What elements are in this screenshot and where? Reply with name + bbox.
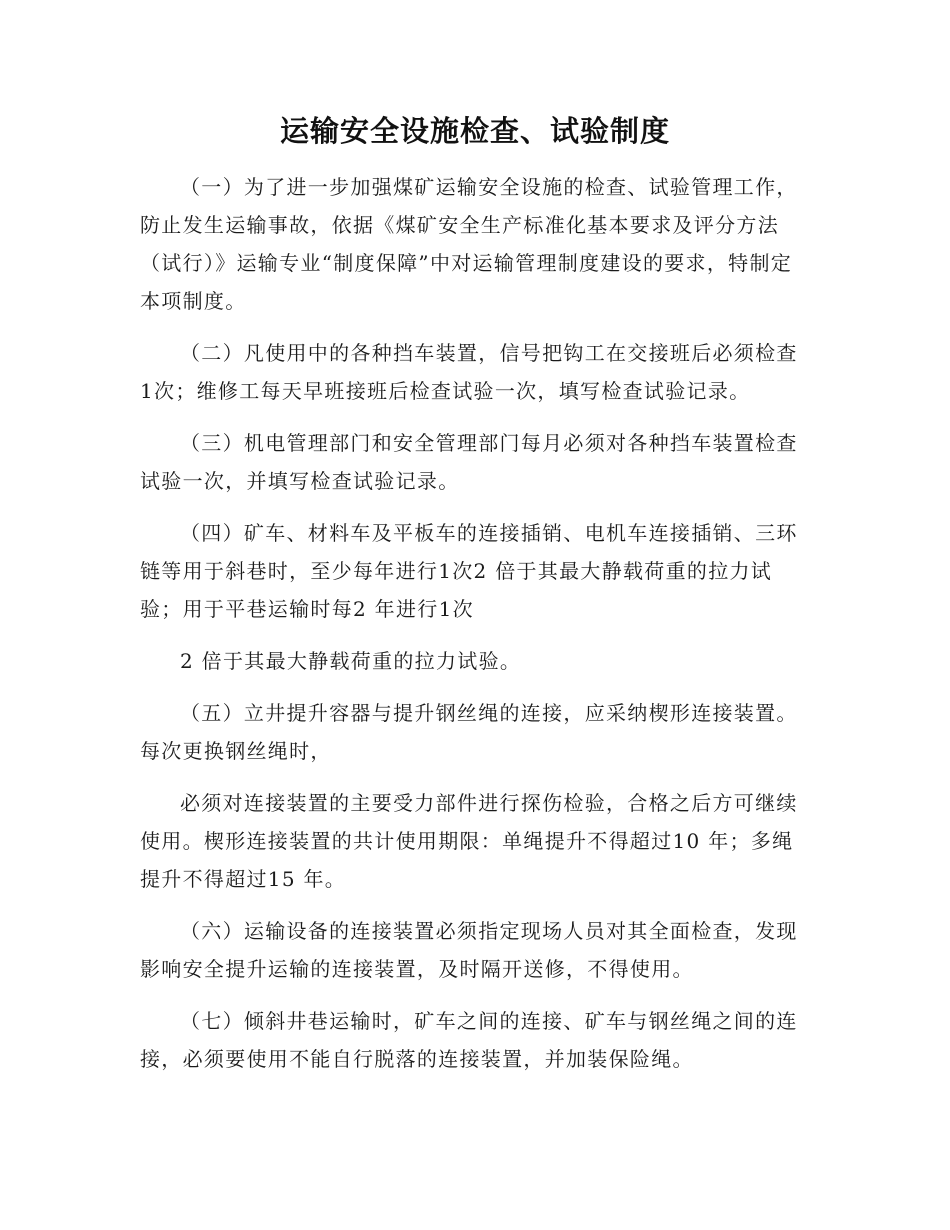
document-title: 运输安全设施检查、试验制度 xyxy=(279,114,670,148)
paragraph-5-continued: 必须对连接装置的主要受力部件进行探伤检验，合格之后方可继续使用。楔形连接装置的共计使用期限：单绳提升不得超过10 年；多绳提升不得超过15 年。 xyxy=(140,791,798,891)
paragraph-5: （五）立井提升容器与提升钢丝绳的连接，应采纳楔形连接装置。每次更换钢丝绳时， xyxy=(140,701,798,763)
paragraph-2: （二）凡使用中的各种挡车装置，信号把钩工在交接班后必须检查1次；维修工每天早班接班后检查试验一次，填写检查试验记录。 xyxy=(140,341,798,403)
paragraph-3: （三）机电管理部门和安全管理部门每月必须对各种挡车装置检查试验一次，并填写检查试验记录。 xyxy=(140,431,798,493)
paragraph-1: （一）为了进一步加强煤矿运输安全设施的检查、试验管理工作，防止发生运输事故，依据《煤矿安全生产标准化基本要求及评分方法（试行）》运输专业“制度保障”中对运输管理制度建设的要求，特制定本项制度。 xyxy=(140,175,798,313)
paragraph-4-continued: 2 倍于其最大静载荷重的拉力试验。 xyxy=(180,649,522,673)
document-body xyxy=(140,168,810,1092)
paragraph-7: （七）倾斜井巷运输时，矿车之间的连接、矿车与钢丝绳之间的连接，必须要使用不能自行脱落的连接装置，并加装保险绳。 xyxy=(140,1009,798,1071)
paragraph-4: （四）矿车、材料车及平板车的连接插销、电机车连接插销、三环链等用于斜巷时，至少每年进行1次2 倍于其最大静载荷重的拉力试验；用于平巷运输时每2 年进行1次 xyxy=(140,521,798,621)
paragraph-6: （六）运输设备的连接装置必须指定现场人员对其全面检查，发现影响安全提升运输的连接装置，及时隔开送修，不得使用。 xyxy=(140,919,798,981)
